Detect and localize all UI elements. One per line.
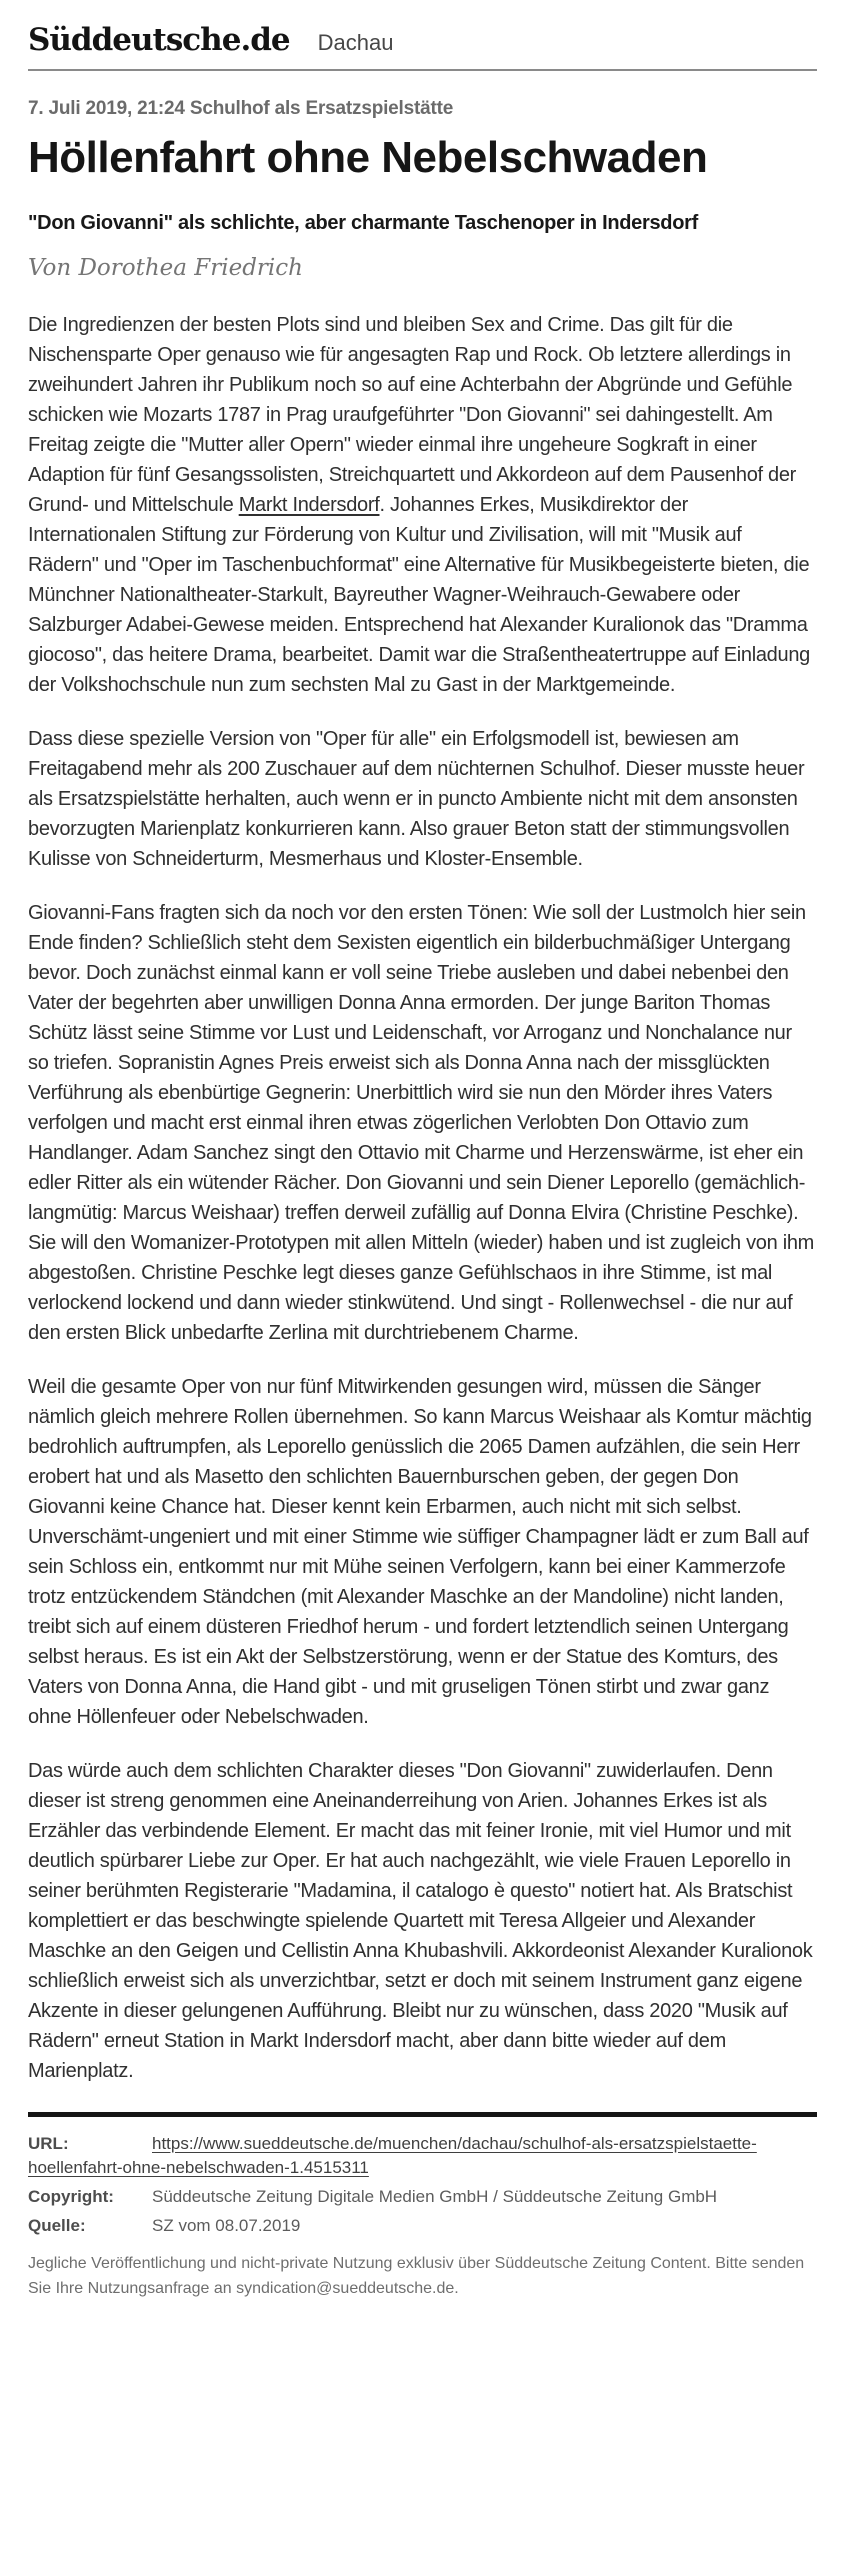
disclaimer: Jegliche Veröffentlichung und nicht-private Nutzung exklusiv über Süddeutsche Zeitung Content. Bitte senden Sie Ihre Nutzungsanfrage an syndication@sueddeutsche.de.: [28, 2255, 805, 2297]
source-row: [28, 2214, 817, 2238]
article: [28, 98, 817, 2086]
article-footer: [28, 2112, 817, 2301]
copyright-row: [28, 2185, 817, 2209]
article-body: [28, 310, 817, 2086]
site-header: [28, 0, 817, 71]
article-paragraph: Weil die gesamte Oper von nur fünf Mitwirkenden gesungen wird, müssen die Sänger nämlich gleich mehrere Rollen übernehmen. So kann Marcus Weishaar als Komtur mächtig bedrohlich auftrumpfen, als Leporello genüsslich die 2065 Damen aufzählen, die sein Herr erobert hat und als Masetto den schlichten Bauernburschen geben, der gegen Don Giovanni keine Chance hat. Dieser kennt kein Erbarmen, auch nicht mit sich selbst. Unverschämt-ungeniert und mit einer Stimme wie süffiger Champagner lädt er zum Ball auf sein Schloss ein, entkommt nur mit Mühe seinen Verfolgern, kann bei einer Kammerzofe trotz entzückendem Ständchen (mit Alexander Maschke an der Mandoline) nicht landen, treibt sich auf einem düsteren Friedhof herum - und fordert letztendlich seinen Untergang selbst heraus. Es ist ein Akt der Selbstzerstörung, wenn er der Statue des Komturs, des Vaters von Donna Anna, die Hand gibt - und mit gruseligen Tönen stirbt und zwar ganz ohne Höllenfeuer oder Nebelschwaden.: [28, 1376, 812, 1728]
article-paragraph: Giovanni-Fans fragten sich da noch vor den ersten Tönen: Wie soll der Lustmolch hier sein Ende finden? Schließlich steht dem Sexisten eigentlich ein bilderbuchmäßiger Untergang bevor. Doch zunächst einmal kann er voll seine Triebe ausleben und dabei nebenbei den Vater der begehrten aber unwilligen Donna Anna ermorden. Der junge Bariton Thomas Schütz lässt seine Stimme vor Lust und Leidenschaft, vor Arroganz und Nonchalance nur so triefen. Sopranistin Agnes Preis erweist sich als Donna Anna nach der missglückten Verführung als ebenbürtige Gegnerin: Unerbittlich wird sie nun den Mörder ihres Vaters verfolgen und macht erst einmal ihren etwas zögerlichen Verlobten Don Ottavio zum Handlanger. Adam Sanchez singt den Ottavio mit Charme und Herzenswärme, ist eher ein edler Ritter als ein wütender Rächer. Don Giovanni und sein Diener Leporello (gemächlich-langmütig: Marcus Weishaar) treffen derweil zufällig auf Donna Elvira (Christine Peschke). Sie will den Womanizer-Prototypen mit allen Mitteln (wieder) haben und ist zugleich von ihm abgestoßen. Christine Peschke legt dieses ganze Gefühlschaos in ihre Stimme, ist mal verlockend lockend und dann wieder stinkwütend. Und singt - Rollenwechsel - die nur auf den ersten Blick unbedarfte Zerlina mit durchtriebenem Charme.: [28, 902, 815, 1344]
url-row: [28, 2132, 817, 2180]
source-value: SZ vom 08.07.2019: [152, 2216, 301, 2235]
article-paragraph: Dass diese spezielle Version von "Oper für alle" ein Erfolgsmodell ist, bewiesen am Freitagabend mehr als 200 Zuschauer auf dem nüchternen Schulhof. Dieser musste heuer als Ersatzspielstätte herhalten, auch wenn er in puncto Ambiente nicht mit dem ansonsten bevorzugten Marienplatz konkurrieren kann. Also grauer Beton statt der stimmungsvollen Kulisse von Schneiderturm, Mesmerhaus und Kloster-Ensemble.: [28, 728, 805, 870]
article-topic: Schulhof als Ersatzspielstätte: [189, 98, 454, 119]
page-title: Höllenfahrt ohne Nebelschwaden: [28, 133, 708, 182]
article-paragraph: Die Ingredienzen der besten Plots sind und bleiben Sex and Crime. Das gilt für die Nischensparte Oper genauso wie für angesagten Rap und Rock. Ob letztere allerdings in zweihundert Jahren ihr Publikum noch so auf eine Achterbahn der Abgründe und Gefühle schicken wie Mozarts 1787 in Prag uraufgeführter "Don Giovanni" sei dahingestellt. Am Freitag zeigte die "Mutter aller Opern" wieder einmal ihre ungeheure Sogkraft in einer Adaption für fünf Gesangssolisten, Streichquartett und Akkordeon auf dem Pausenhof der Grund- und Mittelschule Markt Indersdorf. Johannes Erkes, Musikdirektor der Internationalen Stiftung zur Förderung von Kultur und Zivilisation, will mit "Musik auf Rädern" und "Oper im Taschenbuchformat" eine Alternative für Musikbegeisterte bieten, die Münchner Nationaltheater-Starkult, Bayreuther Wagner-Weihrauch-Gewabere oder Salzburger Adabei-Gewese meiden. Entsprechend hat Alexander Kuralionok das "Dramma giocoso", das heitere Drama, bearbeitet. Damit war die Straßentheatertruppe auf Einladung der Volkshochschule nun zum sechsten Mal zu Gast in der Marktgemeinde.: [28, 314, 810, 696]
section-label[interactable]: Dachau: [317, 30, 394, 55]
copyright-value: Süddeutsche Zeitung Digitale Medien GmbH / Süddeutsche Zeitung GmbH: [152, 2187, 718, 2206]
article-kicker: [28, 98, 817, 120]
url-link[interactable]: https://www.sueddeutsche.de/muenchen/dachau/schulhof-als-ersatzspielstaette-hoellenfahrt-ohne-nebelschwaden-1.4515311: [28, 2134, 757, 2177]
article-date: 7. Juli 2019, 21:24: [28, 98, 185, 119]
copyright-label: Copyright:: [28, 2187, 114, 2206]
subheadline: "Don Giovanni" als schlichte, aber charmante Taschenoper in Indersdorf: [28, 212, 698, 234]
brand-logo[interactable]: Süddeutsche.de: [28, 22, 290, 58]
source-label: Quelle:: [28, 2216, 86, 2235]
inline-link[interactable]: Markt Indersdorf: [238, 494, 380, 516]
article-paragraph: Das würde auch dem schlichten Charakter dieses "Don Giovanni" zuwiderlaufen. Denn dieser ist streng genommen eine Aneinanderreihung von Arien. Johannes Erkes ist als Erzähler das verbindende Element. Er macht das mit feiner Ironie, mit viel Humor und mit deutlich spürbarer Liebe zur Oper. Er hat auch nachgezählt, wie viele Frauen Leporello in seiner berühmten Registerarie "Madamina, il catalogo è questo" notiert hat. Als Bratschist komplettiert er das beschwingte spielende Quartett mit Teresa Allgeier und Alexander Maschke an den Geigen und Cellistin Anna Khubashvili. Akkordeonist Alexander Kuralionok schließlich erweist sich als unverzichtbar, setzt er doch mit seinem Instrument ganz eigene Akzente in dieser gelungenen Aufführung. Bleibt nur zu wünschen, dass 2020 "Musik auf Rädern" erneut Station in Markt Indersdorf macht, aber dann bitte wieder auf dem Marienplatz.: [28, 1760, 813, 2082]
byline: Von Dorothea Friedrich: [28, 255, 303, 281]
url-label: URL:: [28, 2134, 69, 2153]
